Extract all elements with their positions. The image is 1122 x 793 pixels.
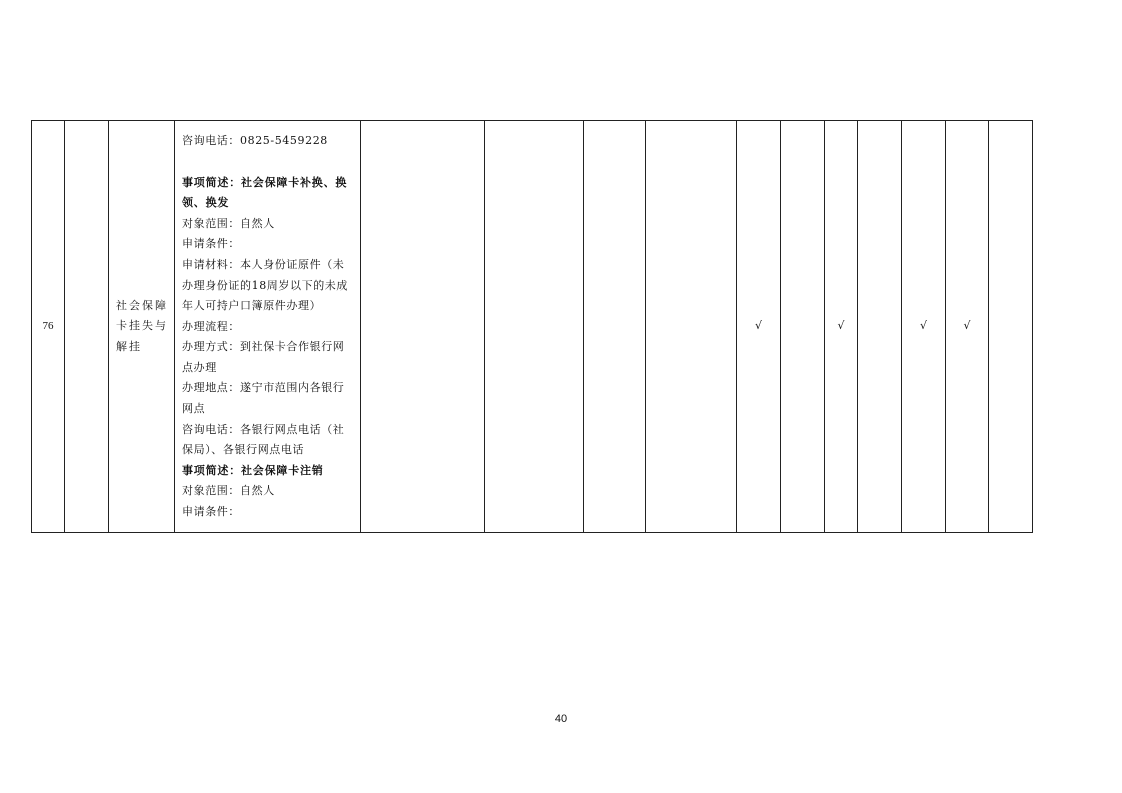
- description-line: 办理流程：: [182, 319, 240, 333]
- item-description: [175, 121, 361, 533]
- check-cell: [781, 121, 825, 533]
- description-lines: [182, 131, 356, 522]
- description-line: 办理身份证的18周岁以下的未成: [182, 278, 348, 292]
- empty-cell: [485, 121, 584, 533]
- description-line: 申请条件：: [182, 505, 240, 519]
- description-heading: 事项简述：社会保障卡补换、换: [182, 175, 348, 189]
- empty-cell: [646, 121, 737, 533]
- check-mark: √: [825, 121, 858, 533]
- description-heading: 领、换发: [182, 196, 230, 210]
- description-blank-line: [182, 152, 356, 173]
- description-line: 年人可持户口簿原件办理）: [182, 299, 322, 313]
- description-line: 保局）、各银行网点电话: [182, 443, 305, 457]
- row-number: 76: [32, 121, 65, 533]
- description-line: 咨询电话：各银行网点电话（社: [182, 422, 345, 436]
- empty-cell: [584, 121, 646, 533]
- check-cell: [858, 121, 902, 533]
- description-line: 办理地点：遂宁市范围内各银行: [182, 381, 345, 395]
- description-line: 办理方式：到社保卡合作银行网: [182, 340, 345, 354]
- check-cell: [989, 121, 1033, 533]
- item-name: 社会保障卡挂失与解挂: [109, 121, 175, 533]
- service-table: [31, 120, 1033, 533]
- check-mark: √: [902, 121, 946, 533]
- description-line: 申请材料：本人身份证原件（未: [182, 257, 345, 271]
- empty-cell: [361, 121, 485, 533]
- description-line: 点办理: [182, 360, 217, 374]
- table-row: [32, 121, 1033, 533]
- description-line: 对象范围：自然人: [182, 484, 275, 498]
- description-line: 申请条件：: [182, 237, 240, 251]
- description-heading: 事项简述：社会保障卡注销: [182, 463, 324, 477]
- check-mark: √: [946, 121, 989, 533]
- check-mark: √: [737, 121, 781, 533]
- description-line: 咨询电话：0825-5459228: [182, 134, 328, 148]
- description-line: 对象范围：自然人: [182, 216, 275, 230]
- empty-cell: [65, 121, 109, 533]
- description-line: 网点: [182, 402, 206, 416]
- page-number: 40: [554, 713, 568, 725]
